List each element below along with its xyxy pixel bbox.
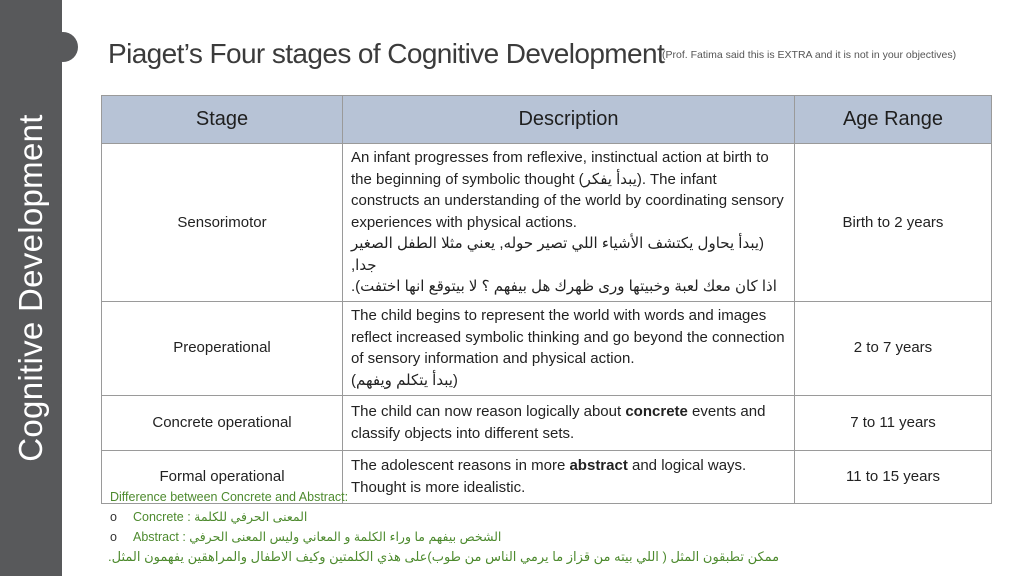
age-range-cell: Birth to 2 years xyxy=(795,144,992,302)
description-arabic-note-1: (يبدأ يحاول يكتشف الأشياء اللي تصير حوله, يعني مثلا الطفل الصغير جدا, xyxy=(351,235,765,274)
page-subtitle-note: (Prof. Fatima said this is EXTRA and it is not in your objectives) xyxy=(662,49,957,61)
description-cell xyxy=(343,144,795,302)
bullet-marker: o xyxy=(110,530,117,544)
description-bold-term: concrete xyxy=(625,403,688,420)
description-text: The child begins to represent the world with words and images reflect increased symbolic thinking and go beyond the connection of sensory information and physical action. xyxy=(351,307,785,367)
sidebar xyxy=(0,0,62,576)
abstract-label: Abstract : xyxy=(133,530,186,544)
concrete-arabic-definition: المعنى الحرفي للكلمة xyxy=(194,510,308,524)
stage-cell: Concrete operational xyxy=(102,395,343,450)
description-arabic-inline: (يبدأ يفكر) xyxy=(578,170,642,188)
description-text-cont: and logical ways. Thought is more idealistic. xyxy=(351,457,747,496)
vertical-section-title: Cognitive Development xyxy=(12,114,49,462)
stages-table xyxy=(101,95,992,504)
table-row xyxy=(102,144,992,302)
description-cell xyxy=(343,450,795,503)
table-header-row xyxy=(102,96,992,144)
description-cell xyxy=(343,395,795,450)
stage-cell: Sensorimotor xyxy=(102,144,343,302)
age-range-cell: 7 to 11 years xyxy=(795,395,992,450)
bullet-marker: o xyxy=(110,510,117,524)
description-bold-term: abstract xyxy=(569,457,628,474)
column-header-description: Description xyxy=(343,96,795,144)
stage-cell: Preoperational xyxy=(102,301,343,395)
stage-cell: Formal operational xyxy=(102,450,343,503)
age-range-cell: 2 to 7 years xyxy=(795,301,992,395)
description-text: An infant progresses from reflexive, instinctual action at birth to the beginning of symbolic thought xyxy=(351,149,769,188)
description-text: The adolescent reasons in more xyxy=(351,457,566,474)
page-title: Piaget’s Four stages of Cognitive Development xyxy=(108,38,665,69)
column-header-age-range: Age Range xyxy=(795,96,992,144)
description-text-cont: events and classify objects into different sets. xyxy=(351,403,766,442)
sidebar-tab-circle xyxy=(48,32,78,62)
table-row xyxy=(102,301,992,395)
description-arabic-note: (يبدأ يتكلم ويفهم) xyxy=(351,371,458,389)
bullet-abstract xyxy=(110,529,501,544)
description-text: The child can now reason logically about xyxy=(351,403,622,420)
table-row xyxy=(102,395,992,450)
abstract-arabic-definition: الشخص بيفهم ما وراء الكلمة و المعاني وليس المعنى الحرفي xyxy=(189,530,502,544)
description-text-cont: . The infant constructs an understanding of the world by coordinating sensory experiences with physical actions. xyxy=(351,170,784,231)
description-arabic-note-2: اذا كان معك لعبة وخبيتها ورى ظهرك هل بيفهم ؟ لا بيتوقع انها اختفت). xyxy=(351,278,777,295)
column-header-stage: Stage xyxy=(102,96,343,144)
concrete-label: Concrete : xyxy=(133,510,191,524)
footer-arabic-note: ممكن تطبقون المثل ( اللي بيته من قزاز ما يرمي الناس من طوب)على هذي الكلمتين وكيف الاطفال والمراهقين يفهمون المثل. xyxy=(108,549,780,564)
bullet-concrete xyxy=(110,509,307,524)
age-range-cell: 11 to 15 years xyxy=(795,450,992,503)
notes-heading: Difference between Concrete and Abstract: xyxy=(110,490,349,504)
description-cell xyxy=(343,301,795,395)
